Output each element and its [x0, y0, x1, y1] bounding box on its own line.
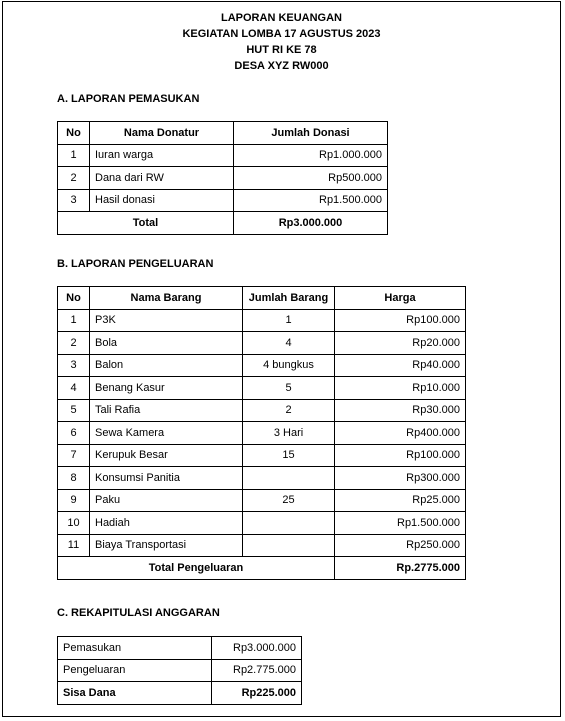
- cell-nama: Paku: [90, 489, 243, 512]
- cell-harga: Rp100.000: [335, 309, 466, 332]
- cell-harga: Rp1.500.000: [335, 512, 466, 535]
- column-header: Nama Donatur: [90, 122, 234, 145]
- table-row: [58, 489, 466, 512]
- total-label: Total: [58, 212, 234, 235]
- cell-no: 8: [58, 467, 90, 490]
- cell-jumlah: 25: [243, 489, 335, 512]
- cell-nama: Iuran warga: [90, 144, 234, 167]
- cell-harga: Rp25.000: [335, 489, 466, 512]
- sisa-row: [58, 682, 302, 705]
- table-row: [58, 332, 466, 355]
- cell-harga: Rp10.000: [335, 377, 466, 400]
- cell-jumlah: 15: [243, 444, 335, 467]
- cell-no: 3: [58, 189, 90, 212]
- cell-no: 6: [58, 422, 90, 445]
- column-header: Harga: [335, 287, 466, 310]
- cell-nama: Kerupuk Besar: [90, 444, 243, 467]
- cell-harga: Rp40.000: [335, 354, 466, 377]
- cell-label: Pemasukan: [58, 637, 212, 660]
- table-row: [58, 354, 466, 377]
- cell-jumlah: 4: [243, 332, 335, 355]
- column-header: No: [58, 287, 90, 310]
- cell-no: 4: [58, 377, 90, 400]
- cell-nama: Sewa Kamera: [90, 422, 243, 445]
- cell-jumlah: 1: [243, 309, 335, 332]
- total-row: [58, 557, 466, 580]
- report-header: [3, 2, 560, 74]
- cell-value: Rp3.000.000: [212, 637, 302, 660]
- cell-no: 7: [58, 444, 90, 467]
- sisa-value: Rp225.000: [212, 682, 302, 705]
- cell-harga: Rp300.000: [335, 467, 466, 490]
- cell-nama: Hadiah: [90, 512, 243, 535]
- cell-nama: Benang Kasur: [90, 377, 243, 400]
- cell-nama: P3K: [90, 309, 243, 332]
- pengeluaran-table: [57, 286, 466, 580]
- cell-no: 1: [58, 144, 90, 167]
- section-title-rekapitulasi: C. REKAPITULASI ANGGARAN: [57, 607, 220, 619]
- section-title-pemasukan: A. LAPORAN PEMASUKAN: [57, 93, 200, 105]
- cell-jumlah: 5: [243, 377, 335, 400]
- cell-jumlah: Rp1.500.000: [234, 189, 388, 212]
- table-row: [58, 309, 466, 332]
- rekapitulasi-table: [57, 636, 302, 705]
- cell-harga: Rp250.000: [335, 534, 466, 557]
- cell-jumlah: Rp1.000.000: [234, 144, 388, 167]
- table-row: [58, 399, 466, 422]
- cell-jumlah: [243, 512, 335, 535]
- total-row: [58, 212, 388, 235]
- header-title: LAPORAN KEUANGAN: [221, 12, 342, 24]
- cell-no: 1: [58, 309, 90, 332]
- cell-no: 11: [58, 534, 90, 557]
- table-row: [58, 189, 388, 212]
- cell-no: 9: [58, 489, 90, 512]
- sisa-label: Sisa Dana: [58, 682, 212, 705]
- cell-no: 5: [58, 399, 90, 422]
- cell-harga: Rp100.000: [335, 444, 466, 467]
- cell-harga: Rp30.000: [335, 399, 466, 422]
- cell-harga: Rp400.000: [335, 422, 466, 445]
- table-row: [58, 467, 466, 490]
- cell-nama: Balon: [90, 354, 243, 377]
- section-title-pengeluaran: B. LAPORAN PENGELUARAN: [57, 258, 214, 270]
- cell-nama: Tali Rafia: [90, 399, 243, 422]
- cell-nama: Hasil donasi: [90, 189, 234, 212]
- table-row: [58, 422, 466, 445]
- table-row: [58, 444, 466, 467]
- cell-jumlah: 4 bungkus: [243, 354, 335, 377]
- cell-no: 2: [58, 167, 90, 190]
- cell-nama: Dana dari RW: [90, 167, 234, 190]
- total-value: Rp3.000.000: [234, 212, 388, 235]
- table-row: [58, 659, 302, 682]
- column-header: Nama Barang: [90, 287, 243, 310]
- cell-no: 10: [58, 512, 90, 535]
- header-event: KEGIATAN LOMBA 17 AGUSTUS 2023: [182, 28, 381, 40]
- cell-jumlah: 3 Hari: [243, 422, 335, 445]
- cell-label: Pengeluaran: [58, 659, 212, 682]
- column-header: Jumlah Barang: [243, 287, 335, 310]
- header-village: DESA XYZ RW000: [234, 60, 329, 72]
- table-header-row: [58, 287, 466, 310]
- report-page: [2, 1, 561, 717]
- column-header: Jumlah Donasi: [234, 122, 388, 145]
- column-header: No: [58, 122, 90, 145]
- header-anniversary: HUT RI KE 78: [246, 44, 317, 56]
- cell-value: Rp2.775.000: [212, 659, 302, 682]
- cell-jumlah: [243, 467, 335, 490]
- table-header-row: [58, 122, 388, 145]
- cell-nama: Biaya Transportasi: [90, 534, 243, 557]
- total-value: Rp.2775.000: [335, 557, 466, 580]
- table-row: [58, 377, 466, 400]
- table-row: [58, 534, 466, 557]
- total-label: Total Pengeluaran: [58, 557, 335, 580]
- table-row: [58, 167, 388, 190]
- table-row: [58, 637, 302, 660]
- cell-no: 2: [58, 332, 90, 355]
- cell-jumlah: 2: [243, 399, 335, 422]
- cell-harga: Rp20.000: [335, 332, 466, 355]
- pemasukan-table: [57, 121, 388, 235]
- cell-nama: Bola: [90, 332, 243, 355]
- table-row: [58, 144, 388, 167]
- cell-jumlah: [243, 534, 335, 557]
- cell-jumlah: Rp500.000: [234, 167, 388, 190]
- cell-nama: Konsumsi Panitia: [90, 467, 243, 490]
- cell-no: 3: [58, 354, 90, 377]
- table-row: [58, 512, 466, 535]
